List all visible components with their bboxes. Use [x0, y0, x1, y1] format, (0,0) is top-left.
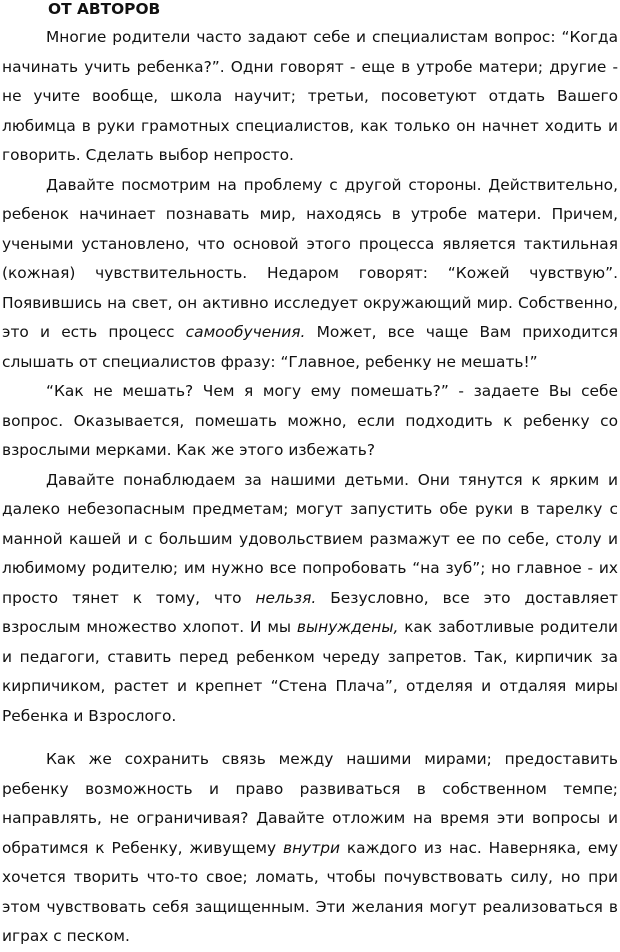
paragraph-3	[2, 377, 618, 466]
paragraph-5	[2, 745, 618, 952]
section-heading: ОТ АВТОРОВ	[48, 0, 161, 18]
paragraph-2-text-a: Давайте посмотрим на проблему с другой стороны. Действительно, ребенок начинает познавать мир, находясь в утробе матери. Причем, учеными установлено, что основой этого процесса является тактильная (кожная) чувствительность. Недаром говорят: “Кожей чувствую”. Появившись на свет, он активно исследует окружающий мир. Собственно, это и есть процесс	[2, 175, 618, 341]
paragraph-4-text-c: как заботливые родители и педагоги, ставить перед ребенком череду запретов. Так, кирпичик за кирпичиком, растет и крепнет “Стена Плача”, отделяя и отдаляя миры Ребенка и Взрослого.	[2, 618, 618, 725]
paragraph-5-text-b: каждого из нас. Наверняка, ему хочется творить что-то свое; ломать, чтобы почувствовать силу, но при этом чувствовать себя защищенным. Эти желания могут реализоваться в играх с песком.	[2, 838, 619, 945]
paragraph-3-text: “Как не мешать? Чем я могу ему помешать?” - задаете Вы себе вопрос. Оказывается, помешать можно, если подходить к ребенку со взрослыми мерками. Как же этого избежать?	[2, 382, 618, 459]
paragraph-5-text-a: Как же сохранить связь между нашими мирами; предоставить ребенку возможность и право развиваться в собственном темпе; направлять, не ограничивая? Давайте отложим на время эти вопросы и обратимся к Ребенку, живущему	[2, 750, 618, 857]
paragraph-5-emphasis: внутри	[283, 838, 340, 857]
paragraph-1-text: Многие родители часто задают себе и специалистам вопрос: “Когда начинать учить ребенка?”. Одни говорят - еще в утробе матери; другие - не учите вообще, школа научит; третьи, посоветуют отдать Вашего любимца в руки грамотных специалистов, как только он начнет ходить и говорить. Сделать выбор непросто.	[2, 28, 618, 164]
paragraph-2	[2, 171, 618, 378]
paragraph-4-text-a: Давайте понаблюдаем за нашими детьми. Они тянутся к ярким и далеко небезопасным предметам; могут запустить обе руки в тарелку с манной кашей и с большим удовольствием размажут ее по себе, столу и любимому родителю; им нужно все попробовать “на зуб”; но главное - их просто тянет к тому, что	[2, 470, 618, 607]
paragraph-2-emphasis: самообучения.	[185, 323, 306, 341]
paragraph-4	[2, 466, 618, 732]
paragraph-1	[2, 23, 618, 171]
paragraph-4-emphasis-1: нельзя.	[255, 588, 317, 607]
paragraph-4-emphasis-2: вынуждены,	[296, 618, 399, 636]
paragraph-2-text-b: Может, все чаще Вам приходится слышать от специалистов фразу: “Главное, ребенку не мешать!”	[2, 323, 618, 371]
paragraph-4-text-b: Безусловно, все это доставляет взрослым множество хлопот. И мы	[2, 588, 618, 636]
